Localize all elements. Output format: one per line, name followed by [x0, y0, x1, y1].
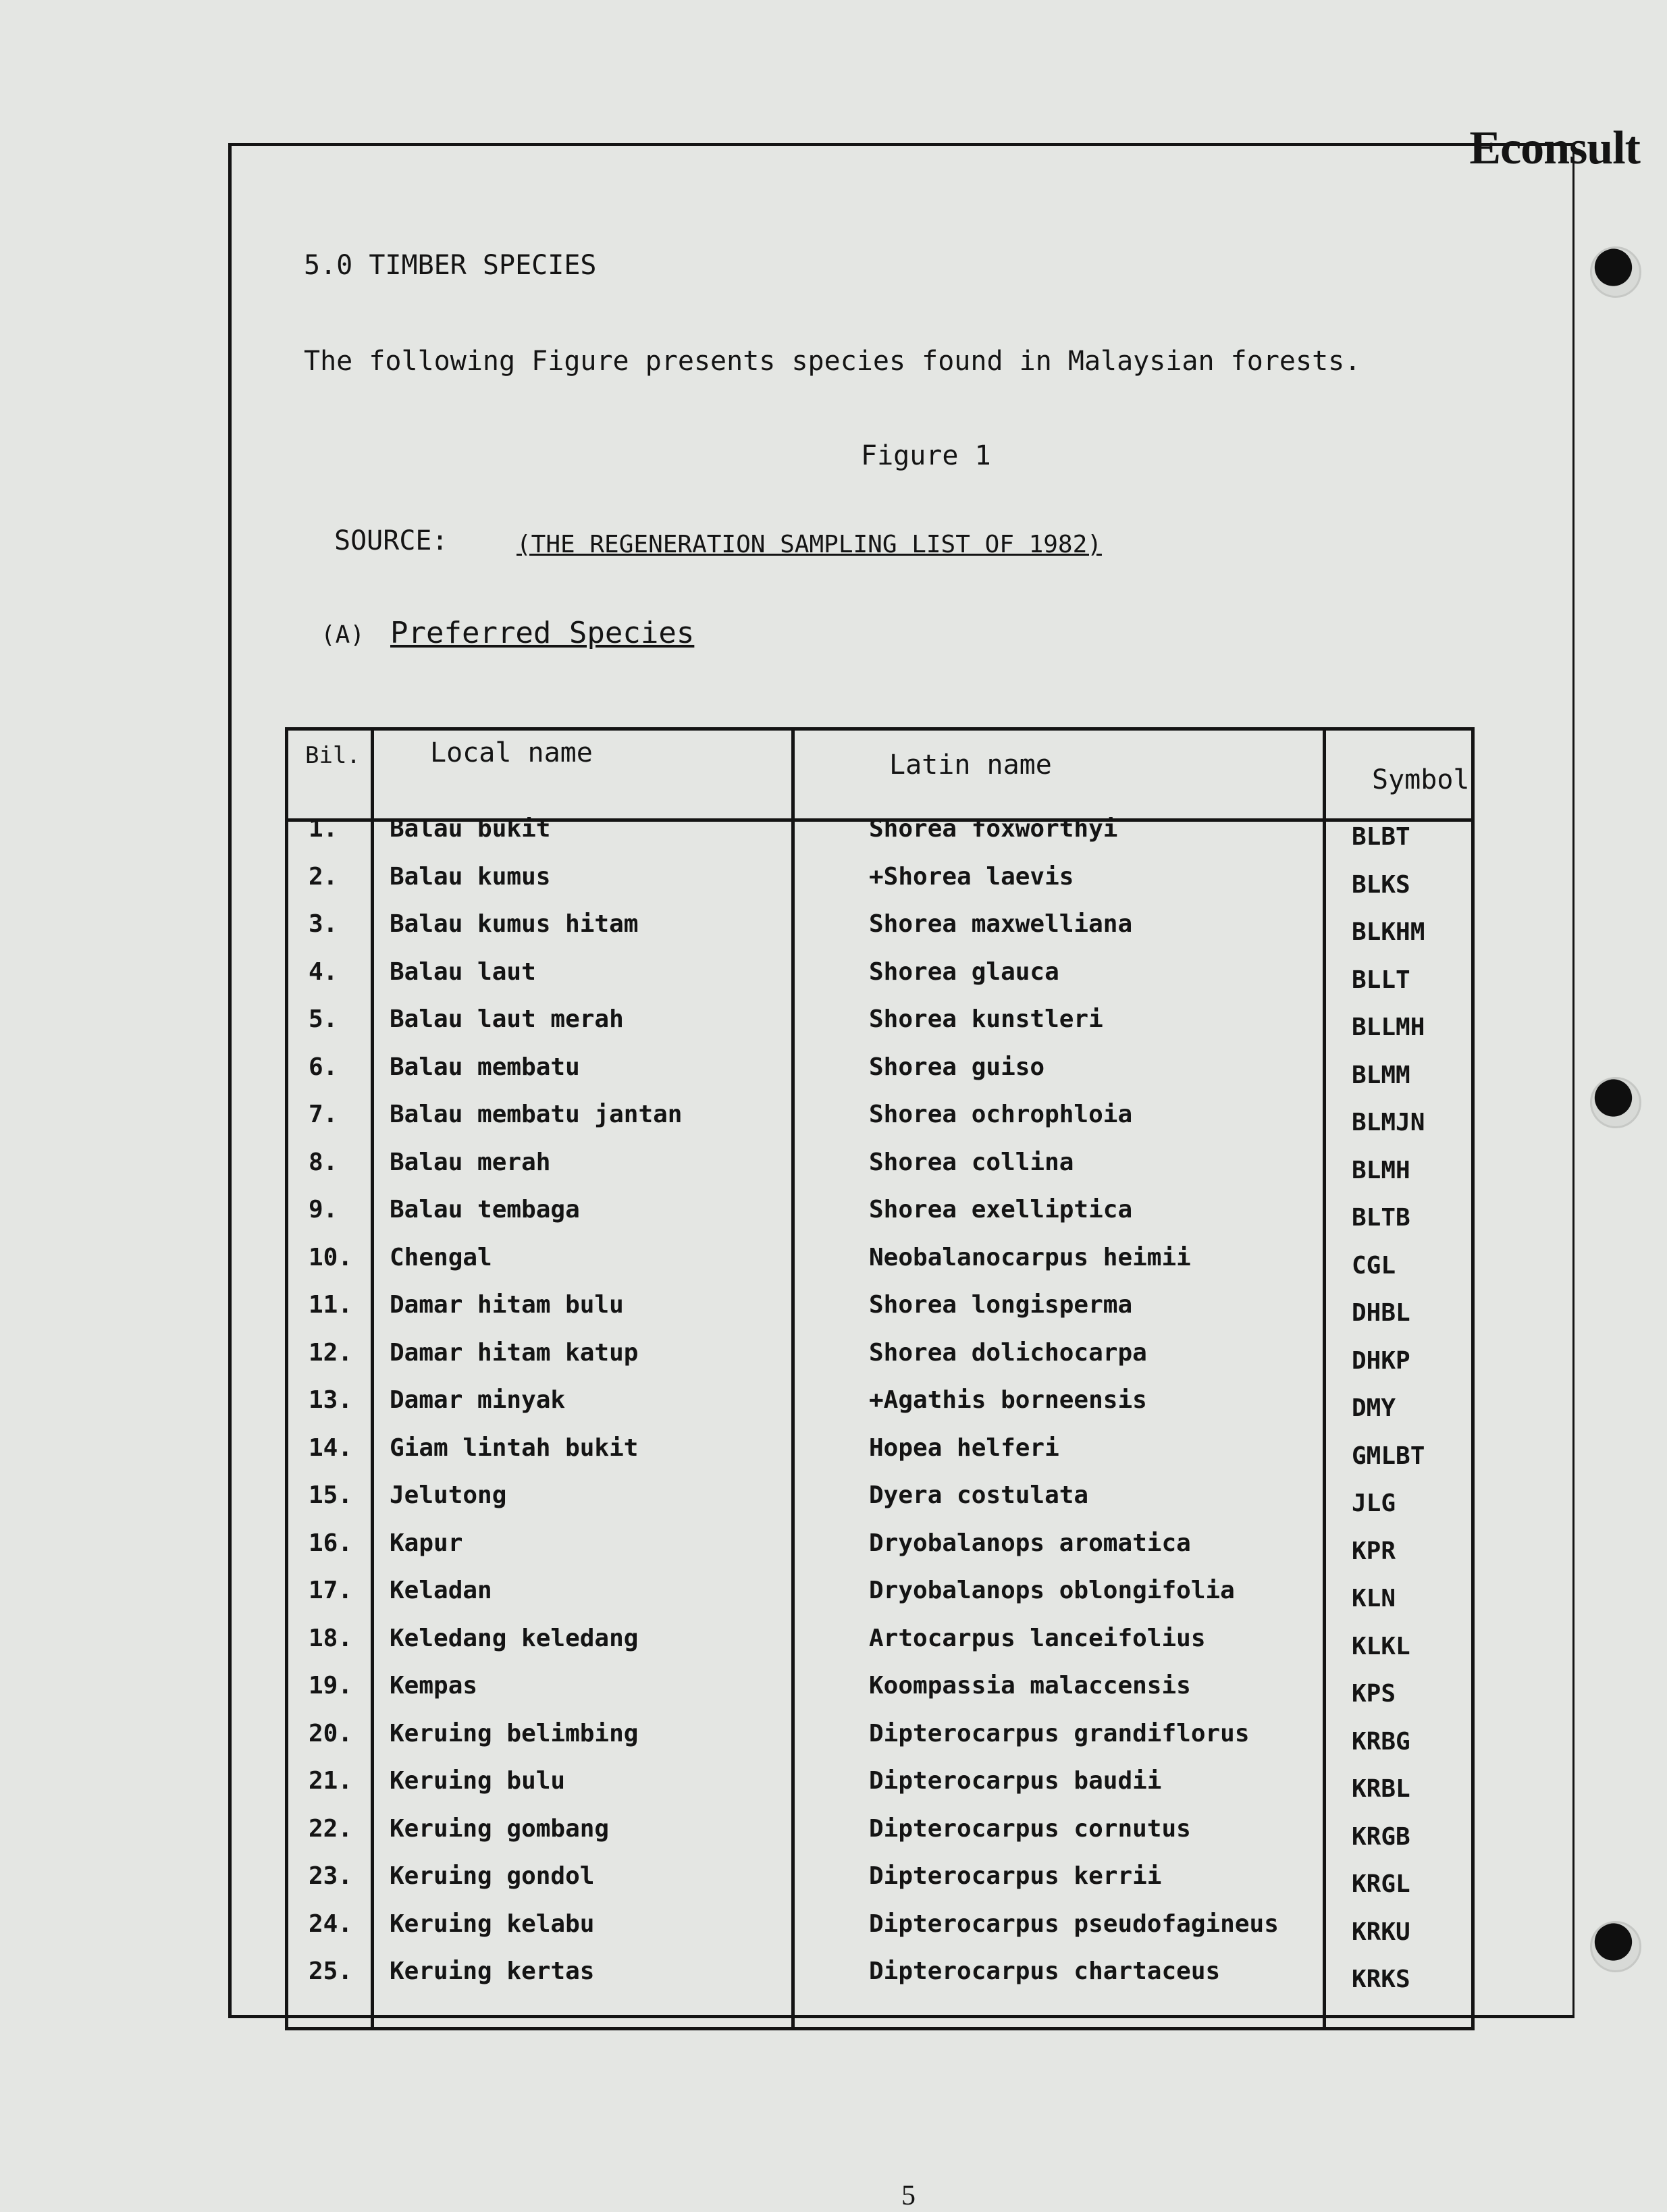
row-number: 4.: [309, 957, 338, 986]
row-number: 8.: [309, 1148, 338, 1176]
figure-label: Figure 1: [861, 440, 991, 471]
table-row: [288, 1625, 1471, 1672]
row-latin-name: Shorea kunstleri: [869, 1005, 1103, 1033]
row-latin-name: Dipterocarpus chartaceus: [869, 1957, 1221, 1985]
row-number: 14.: [309, 1433, 353, 1462]
table-row: [288, 863, 1471, 910]
table-row: [288, 1005, 1471, 1053]
row-symbol: KRKU: [1352, 1918, 1410, 1946]
row-symbol: KPR: [1352, 1537, 1396, 1565]
row-latin-name: Dipterocarpus grandiflorus: [869, 1719, 1250, 1747]
row-local-name: Keruing belimbing: [390, 1719, 639, 1747]
binder-hole-bottom: [1590, 1921, 1641, 1972]
row-local-name: Keledang keledang: [390, 1624, 639, 1652]
row-symbol: KLKL: [1352, 1632, 1410, 1660]
intro-text: The following Figure presents species found in Malaysian forests.: [304, 346, 1361, 377]
table-row: [288, 910, 1471, 957]
row-latin-name: Shorea guiso: [869, 1053, 1045, 1081]
row-local-name: Keruing kertas: [390, 1957, 595, 1985]
table-row: [288, 1339, 1471, 1386]
row-number: 10.: [309, 1243, 353, 1271]
row-latin-name: Dipterocarpus baudii: [869, 1767, 1162, 1795]
row-number: 15.: [309, 1481, 353, 1509]
source-text: (THE REGENERATION SAMPLING LIST OF 1982): [517, 531, 1102, 558]
table-row: [288, 958, 1471, 1005]
row-symbol: KLN: [1352, 1585, 1396, 1612]
table-row: [288, 1481, 1471, 1529]
table-row: [288, 1386, 1471, 1433]
row-local-name: Damar hitam katup: [390, 1338, 639, 1367]
row-symbol: DHBL: [1352, 1299, 1410, 1327]
row-number: 20.: [309, 1719, 353, 1747]
row-symbol: DMY: [1352, 1394, 1396, 1422]
row-latin-name: Shorea collina: [869, 1148, 1074, 1176]
row-latin-name: +Shorea laevis: [869, 862, 1074, 891]
row-latin-name: Dipterocarpus kerrii: [869, 1862, 1162, 1890]
row-latin-name: Koompassia malaccensis: [869, 1672, 1191, 1700]
row-number: 2.: [309, 862, 338, 891]
row-latin-name: Shorea maxwelliana: [869, 910, 1133, 938]
row-number: 3.: [309, 910, 338, 938]
row-number: 5.: [309, 1005, 338, 1033]
header-latin-name: Latin name: [889, 749, 1052, 781]
row-symbol: BLKS: [1352, 870, 1410, 899]
row-local-name: Balau membatu: [390, 1053, 580, 1081]
row-number: 1.: [309, 815, 338, 843]
row-local-name: Balau merah: [390, 1148, 551, 1176]
row-number: 17.: [309, 1577, 353, 1604]
row-symbol: BLBT: [1352, 823, 1410, 851]
header-num: Bil.: [305, 742, 361, 769]
row-number: 22.: [309, 1814, 353, 1843]
row-latin-name: Dryobalanops aromatica: [869, 1529, 1191, 1557]
row-local-name: Balau laut merah: [390, 1005, 624, 1033]
row-latin-name: Shorea glauca: [869, 957, 1059, 986]
row-symbol: DHKP: [1352, 1346, 1410, 1375]
row-number: 21.: [309, 1767, 353, 1795]
row-symbol: GMLBT: [1352, 1442, 1425, 1470]
row-symbol: BLMM: [1352, 1061, 1410, 1089]
row-local-name: Chengal: [390, 1243, 492, 1271]
table-row: [288, 1767, 1471, 1814]
row-number: 13.: [309, 1386, 353, 1414]
row-symbol: BLLMH: [1352, 1013, 1425, 1041]
row-local-name: Giam lintah bukit: [390, 1433, 639, 1462]
row-local-name: Keruing bulu: [390, 1767, 566, 1795]
table-row: [288, 1862, 1471, 1910]
row-latin-name: Artocarpus lanceifolius: [869, 1624, 1206, 1652]
table-row: [288, 1434, 1471, 1481]
row-latin-name: Dyera costulata: [869, 1481, 1089, 1509]
row-latin-name: Shorea longisperma: [869, 1291, 1133, 1319]
row-symbol: CGL: [1352, 1251, 1396, 1280]
table-row: [288, 1529, 1471, 1577]
table-row: [288, 1815, 1471, 1862]
row-latin-name: Shorea dolichocarpa: [869, 1338, 1147, 1367]
row-number: 12.: [309, 1338, 353, 1367]
table-row: [288, 1101, 1471, 1148]
row-latin-name: Dipterocarpus cornutus: [869, 1814, 1191, 1843]
row-local-name: Kapur: [390, 1529, 463, 1557]
header-symbol: Symbol: [1372, 764, 1470, 795]
row-number: 9.: [309, 1196, 338, 1223]
row-local-name: Balau laut: [390, 957, 536, 986]
row-symbol: KRBG: [1352, 1727, 1410, 1756]
binder-hole-middle: [1590, 1077, 1641, 1128]
row-number: 7.: [309, 1101, 338, 1128]
section-title: 5.0 TIMBER SPECIES: [304, 250, 597, 281]
row-local-name: Kempas: [390, 1672, 478, 1700]
row-local-name: Keladan: [390, 1577, 492, 1604]
row-symbol: BLTB: [1352, 1204, 1410, 1232]
source-label: SOURCE:: [334, 525, 448, 556]
table-row: [288, 1149, 1471, 1196]
row-number: 16.: [309, 1529, 353, 1557]
row-local-name: Jelutong: [390, 1481, 507, 1509]
row-number: 18.: [309, 1624, 353, 1652]
row-symbol: KRBL: [1352, 1775, 1410, 1803]
table-row: [288, 1672, 1471, 1719]
table-row: [288, 1196, 1471, 1243]
row-local-name: Balau membatu jantan: [390, 1101, 683, 1128]
row-latin-name: Dryobalanops oblongifolia: [869, 1577, 1235, 1604]
table-row: [288, 1720, 1471, 1767]
row-number: 23.: [309, 1862, 353, 1890]
table-row: [288, 1244, 1471, 1291]
row-symbol: BLKHM: [1352, 918, 1425, 946]
table-row: [288, 1957, 1471, 2005]
row-symbol: BLMH: [1352, 1156, 1410, 1184]
row-local-name: Balau kumus: [390, 862, 551, 891]
table-row: [288, 1053, 1471, 1101]
subsection-title: Preferred Species: [390, 616, 695, 650]
row-local-name: Balau tembaga: [390, 1196, 580, 1223]
table-row: [288, 815, 1471, 862]
row-latin-name: Shorea ochrophloia: [869, 1101, 1133, 1128]
page-number: 5: [901, 2180, 916, 2211]
row-latin-name: Shorea foxworthyi: [869, 815, 1118, 843]
table-row: [288, 1910, 1471, 1957]
row-number: 19.: [309, 1672, 353, 1700]
row-symbol: KRGL: [1352, 1870, 1410, 1898]
species-table: [285, 727, 1475, 2030]
row-latin-name: Dipterocarpus pseudofagineus: [869, 1910, 1279, 1938]
row-number: 24.: [309, 1910, 353, 1938]
subsection-letter: (A): [321, 621, 365, 649]
row-latin-name: Hopea helferi: [869, 1433, 1059, 1462]
row-symbol: BLMJN: [1352, 1109, 1425, 1136]
row-symbol: JLG: [1352, 1490, 1396, 1517]
row-local-name: Damar minyak: [390, 1386, 566, 1414]
row-local-name: Keruing gondol: [390, 1862, 595, 1890]
row-local-name: Balau kumus hitam: [390, 910, 639, 938]
row-latin-name: Neobalanocarpus heimii: [869, 1243, 1191, 1271]
row-local-name: Keruing gombang: [390, 1814, 610, 1843]
table-row: [288, 1291, 1471, 1338]
row-symbol: KRGB: [1352, 1822, 1410, 1851]
row-latin-name: Shorea exelliptica: [869, 1196, 1133, 1223]
brand-logo-text: Econsult: [1469, 122, 1640, 174]
row-symbol: KRKS: [1352, 1966, 1410, 1993]
row-local-name: Keruing kelabu: [390, 1910, 595, 1938]
row-number: 6.: [309, 1053, 338, 1081]
row-number: 11.: [309, 1291, 353, 1319]
header-local-name: Local name: [430, 737, 593, 768]
row-latin-name: +Agathis borneensis: [869, 1386, 1147, 1414]
binder-hole-top: [1590, 246, 1641, 298]
table-row: [288, 1577, 1471, 1624]
row-local-name: Balau bukit: [390, 815, 551, 843]
row-symbol: BLLT: [1352, 966, 1410, 994]
row-symbol: KPS: [1352, 1680, 1396, 1708]
row-number: 25.: [309, 1957, 353, 1985]
row-local-name: Damar hitam bulu: [390, 1291, 624, 1319]
